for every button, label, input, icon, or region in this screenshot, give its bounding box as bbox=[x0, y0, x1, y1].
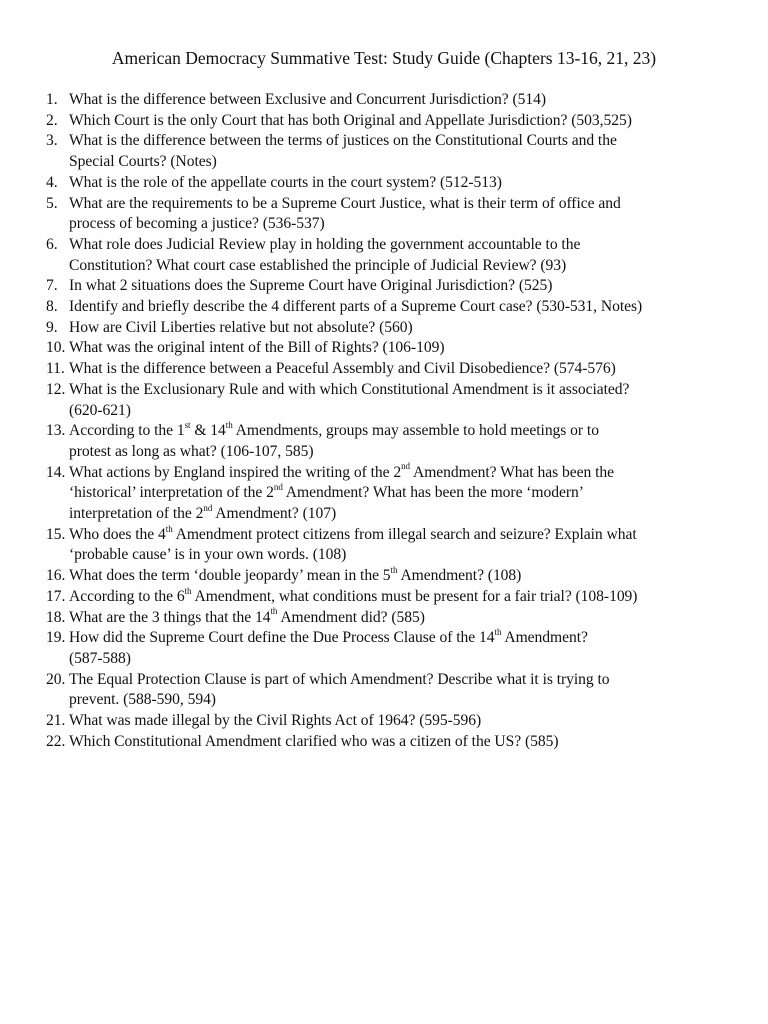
question-text: What is the difference between the terms of justices on the Constitutional Courts and the bbox=[69, 132, 617, 150]
question-text: Who does the 4 bbox=[69, 525, 166, 543]
question-text: Amendment? What has been the bbox=[410, 463, 614, 481]
question-text-line bbox=[69, 463, 728, 484]
question-list bbox=[0, 90, 768, 753]
question-text-line bbox=[69, 732, 728, 753]
question-item bbox=[0, 711, 768, 732]
question-number: 18. bbox=[46, 608, 66, 626]
question-text: Which Court is the only Court that has both Original and Appellate Jurisdiction? (503,525) bbox=[69, 111, 632, 129]
question-text: What actions by England inspired the writing of the 2 bbox=[69, 463, 402, 481]
page-title: American Democracy Summative Test: Study Guide (Chapters 13-16, 21, 23) bbox=[111, 48, 657, 68]
question-text: Amendment? bbox=[501, 629, 588, 647]
question-text: What does the term ‘double jeopardy’ mean in the 5 bbox=[69, 567, 391, 585]
ordinal-suffix: st bbox=[184, 420, 191, 431]
question-text-line bbox=[69, 131, 728, 152]
question-item bbox=[0, 608, 768, 629]
question-text-line bbox=[69, 608, 728, 629]
ordinal-suffix: th bbox=[225, 420, 233, 431]
question-text-line bbox=[69, 111, 728, 132]
question-item bbox=[0, 587, 768, 608]
ordinal-suffix: th bbox=[165, 523, 173, 534]
question-text: According to the 1 bbox=[69, 422, 185, 440]
question-number: 6. bbox=[46, 235, 58, 253]
question-item bbox=[0, 173, 768, 194]
question-item bbox=[0, 670, 768, 711]
question-text-line bbox=[69, 670, 728, 691]
question-item bbox=[0, 194, 768, 235]
question-text: Special Courts? (Notes) bbox=[69, 153, 217, 171]
question-text: Amendment protect citizens from illegal search and seizure? Explain what bbox=[172, 525, 637, 543]
question-text-line bbox=[69, 297, 728, 318]
question-text-line bbox=[69, 380, 728, 401]
question-text-line bbox=[69, 690, 728, 711]
question-item bbox=[0, 380, 768, 421]
question-item bbox=[0, 318, 768, 339]
question-text-line bbox=[69, 711, 728, 732]
question-item bbox=[0, 90, 768, 111]
question-text: In what 2 situations does the Supreme Court have Original Jurisdiction? (525) bbox=[69, 277, 553, 295]
question-text: What are the requirements to be a Supreme Court Justice, what is their term of office and bbox=[69, 194, 621, 212]
question-text: Amendment? (108) bbox=[397, 567, 522, 585]
question-text: Identify and briefly describe the 4 different parts of a Supreme Court case? (530-531, Notes) bbox=[69, 298, 643, 316]
question-item bbox=[0, 359, 768, 380]
question-item bbox=[0, 732, 768, 753]
question-text: ‘historical’ interpretation of the 2 bbox=[69, 484, 274, 502]
question-text: Which Constitutional Amendment clarified who was a citizen of the US? (585) bbox=[69, 732, 559, 750]
question-text: Amendment, what conditions must be present for a fair trial? (108-109) bbox=[191, 587, 638, 605]
ordinal-suffix: nd bbox=[273, 482, 283, 493]
question-number: 14. bbox=[46, 463, 66, 481]
question-text-line bbox=[69, 173, 728, 194]
question-text: What is the Exclusionary Rule and with which Constitutional Amendment is it associated? bbox=[69, 380, 630, 398]
question-text-line bbox=[69, 587, 728, 608]
question-item bbox=[0, 297, 768, 318]
question-text: Amendments, groups may assemble to hold meetings or to bbox=[232, 422, 599, 440]
question-number: 20. bbox=[46, 670, 66, 688]
question-number: 22. bbox=[46, 732, 66, 750]
question-item bbox=[0, 566, 768, 587]
question-text-line bbox=[69, 649, 728, 670]
question-number: 11. bbox=[46, 360, 65, 378]
question-text: According to the 6 bbox=[69, 587, 185, 605]
question-number: 9. bbox=[46, 318, 58, 336]
question-text-line bbox=[69, 483, 728, 504]
question-text: Amendment? (107) bbox=[212, 505, 337, 523]
question-text-line bbox=[69, 152, 728, 173]
question-text: How did the Supreme Court define the Due Process Clause of the 14 bbox=[69, 629, 495, 647]
question-text: Amendment did? (585) bbox=[277, 608, 425, 626]
question-text-line bbox=[69, 359, 728, 380]
question-text: (587-588) bbox=[69, 649, 131, 667]
question-text-line bbox=[69, 442, 728, 463]
question-text: & 14 bbox=[190, 422, 226, 440]
question-item bbox=[0, 131, 768, 172]
question-text-line bbox=[69, 504, 728, 525]
question-text: What is the difference between a Peaceful Assembly and Civil Disobedience? (574-576) bbox=[69, 360, 616, 378]
question-number: 16. bbox=[46, 567, 66, 585]
question-text-line bbox=[69, 401, 728, 422]
question-number: 4. bbox=[46, 173, 58, 191]
ordinal-suffix: th bbox=[390, 564, 398, 575]
question-number: 13. bbox=[46, 422, 66, 440]
question-number: 8. bbox=[46, 298, 58, 316]
question-text-line bbox=[69, 90, 728, 111]
question-item bbox=[0, 421, 768, 462]
question-number: 5. bbox=[46, 194, 58, 212]
ordinal-suffix: nd bbox=[203, 502, 213, 513]
question-text: process of becoming a justice? (536-537) bbox=[69, 215, 325, 233]
ordinal-suffix: th bbox=[184, 585, 192, 596]
question-item bbox=[0, 338, 768, 359]
question-text: What was made illegal by the Civil Rights Act of 1964? (595-596) bbox=[69, 712, 482, 730]
question-number: 2. bbox=[46, 111, 58, 129]
question-text: How are Civil Liberties relative but not absolute? (560) bbox=[69, 318, 413, 336]
question-number: 19. bbox=[46, 629, 66, 647]
question-number: 3. bbox=[46, 132, 58, 150]
ordinal-suffix: th bbox=[494, 627, 502, 638]
question-number: 10. bbox=[46, 339, 66, 357]
question-text-line bbox=[69, 276, 728, 297]
question-text: What was the original intent of the Bill of Rights? (106-109) bbox=[69, 339, 445, 357]
question-item bbox=[0, 628, 768, 669]
question-text: The Equal Protection Clause is part of which Amendment? Describe what it is trying to bbox=[69, 670, 610, 688]
question-text: interpretation of the 2 bbox=[69, 505, 204, 523]
question-number: 12. bbox=[46, 380, 66, 398]
question-number: 21. bbox=[46, 712, 66, 730]
question-item bbox=[0, 463, 768, 525]
question-text-line bbox=[69, 421, 728, 442]
question-text-line bbox=[69, 318, 728, 339]
question-text: ‘probable cause’ is in your own words. (108) bbox=[69, 546, 347, 564]
question-text-line bbox=[69, 525, 728, 546]
question-text: protest as long as what? (106-107, 585) bbox=[69, 442, 314, 460]
question-text: Constitution? What court case established the principle of Judicial Review? (93) bbox=[69, 256, 567, 274]
question-text-line bbox=[69, 194, 728, 215]
question-text: What is the difference between Exclusive and Concurrent Jurisdiction? (514) bbox=[69, 91, 547, 108]
ordinal-suffix: nd bbox=[401, 461, 411, 472]
question-text: What are the 3 things that the 14 bbox=[69, 608, 271, 626]
question-number: 17. bbox=[46, 587, 66, 605]
question-text: What role does Judicial Review play in holding the government accountable to the bbox=[69, 235, 581, 253]
question-number: 1. bbox=[46, 91, 58, 108]
ordinal-suffix: th bbox=[270, 606, 278, 617]
question-text-line bbox=[69, 566, 728, 587]
question-item bbox=[0, 111, 768, 132]
question-text-line bbox=[69, 628, 728, 649]
question-text: Amendment? What has been the more ‘modern’ bbox=[282, 484, 584, 502]
question-text-line bbox=[69, 545, 728, 566]
question-text-line bbox=[69, 235, 728, 256]
question-text-line bbox=[69, 338, 728, 359]
question-text: (620-621) bbox=[69, 401, 131, 419]
question-text: What is the role of the appellate courts in the court system? (512-513) bbox=[69, 173, 502, 191]
question-item bbox=[0, 235, 768, 276]
question-text-line bbox=[69, 256, 728, 277]
question-text-line bbox=[69, 214, 728, 235]
question-text: prevent. (588-590, 594) bbox=[69, 691, 216, 709]
question-number: 15. bbox=[46, 525, 66, 543]
question-item bbox=[0, 525, 768, 566]
question-number: 7. bbox=[46, 277, 58, 295]
question-item bbox=[0, 276, 768, 297]
